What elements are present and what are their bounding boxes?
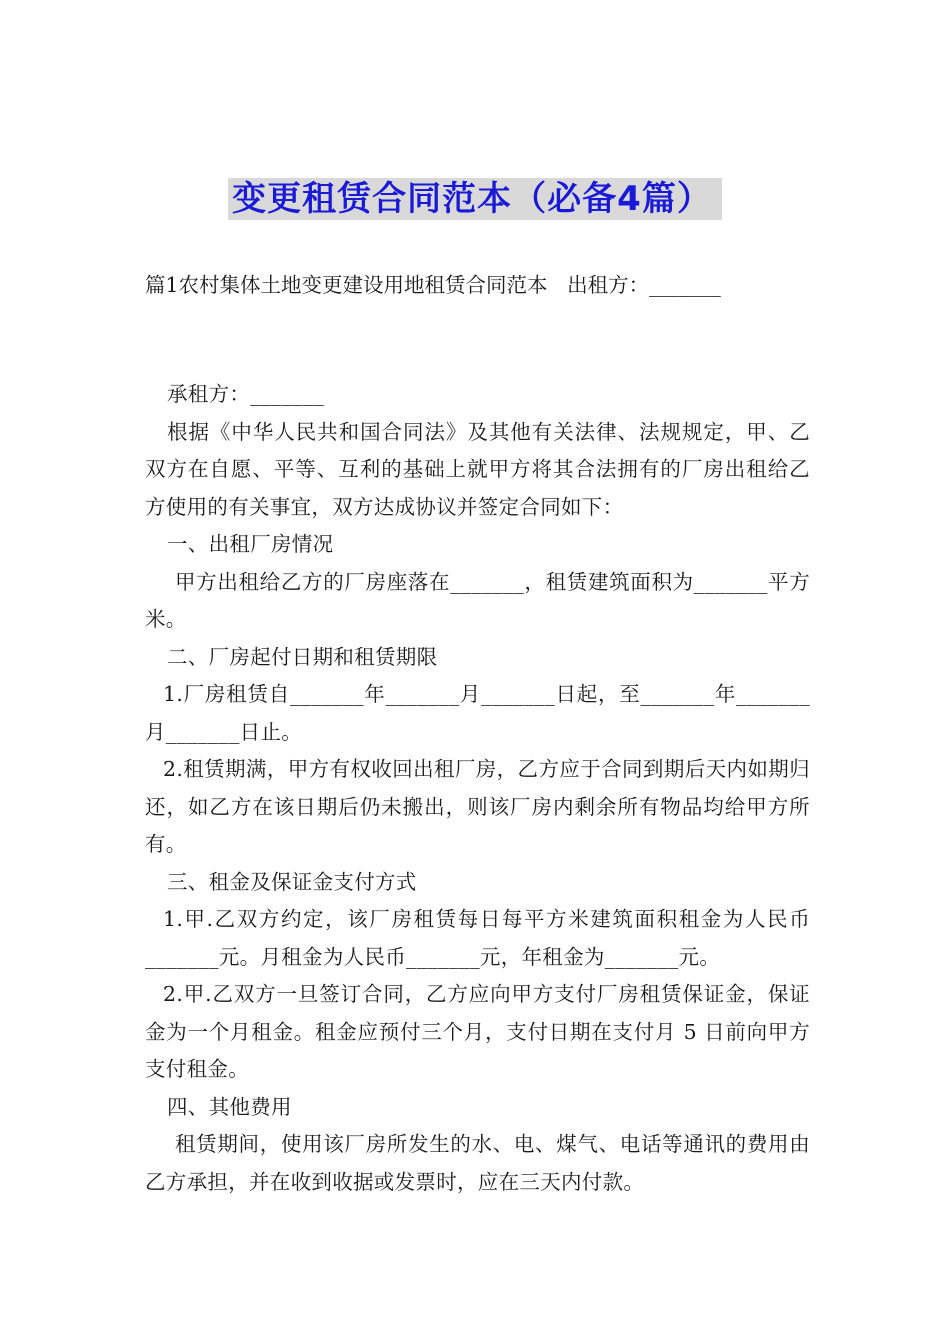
heading-section-3: 三、租金及保证金支付方式 [167,869,417,894]
document-body [145,376,810,1201]
heading-section-1: 一、出租厂房情况 [167,532,334,556]
document-title: 变更租赁合同范本（必备4篇） [228,178,722,220]
paragraph-section-3-item-2: 2.甲.乙双方一旦签订合同，乙方应向甲方支付厂房租赁保证金，保证金为一个月租金。租金应预付三个月，支付日期在支付月 5 日前向甲方支付租金。 [145,982,810,1081]
paragraph-section-4: 租赁期间，使用该厂房所发生的水、电、煤气、电话等通讯的费用由乙方承担，并在收到收据或发票时，应在三天内付款。 [145,1132,810,1194]
paragraph-section-1: 甲方出租给乙方的厂房座落在_______，租赁建筑面积为_______平方米。 [145,569,810,631]
section-heading-line: 篇1农村集体土地变更建设用地租赁合同范本 出租方：_______ [145,273,721,297]
heading-section-2: 二、厂房起付日期和租赁期限 [167,644,438,669]
paragraph-lessee: 承租方：_______ [167,382,325,406]
paragraph-section-2-item-2: 2.租赁期满，甲方有权收回出租厂房，乙方应于合同到期后天内如期归还，如乙方在该日期后仍未搬出，则该厂房内剩余所有物品均给甲方所有。 [145,757,810,856]
title-container [0,178,950,220]
paragraph-preamble: 根据《中华人民共和国合同法》及其他有关法律、法规规定，甲、乙双方在自愿、平等、互利的基础上就甲方将其合法拥有的厂房出租给乙方使用的有关事宜，双方达成协议并签定合同如下： [145,419,810,519]
heading-section-4: 四、其他费用 [167,1094,292,1119]
paragraph-section-2-item-1: 1.厂房租赁自_______年_______月_______日起，至_______年_______月_______日止。 [145,682,810,744]
paragraph-section-3-item-1: 1.甲.乙双方约定，该厂房租赁每日每平方米建筑面积租金为人民币_______元。月租金为人民币_______元，年租金为_______元。 [145,907,810,969]
